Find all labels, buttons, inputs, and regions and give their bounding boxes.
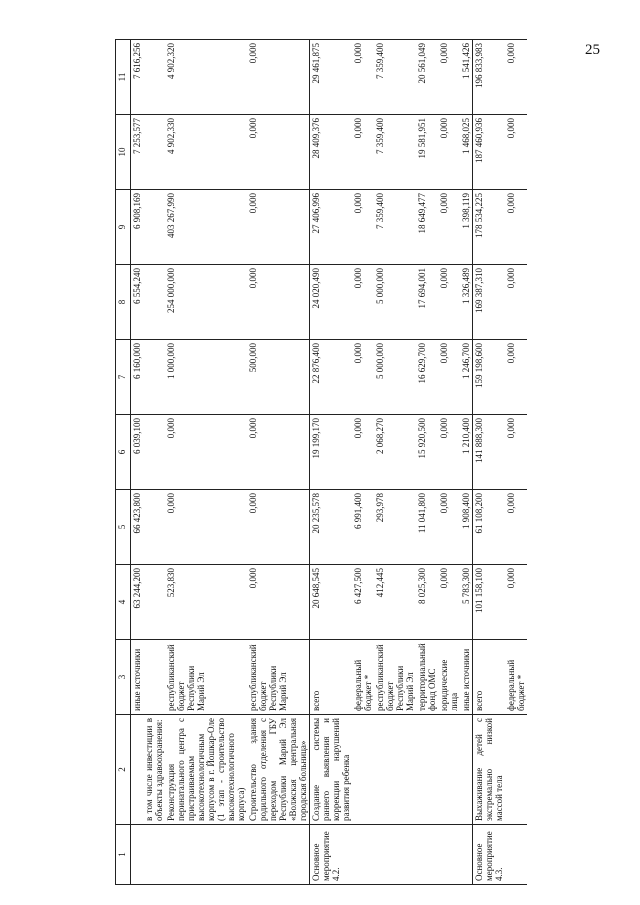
source-cell: федеральный бюджет * — [505, 640, 527, 715]
value-cell: 0,000 — [247, 40, 310, 115]
value-cell: 1 908,400 — [460, 490, 473, 565]
value-cell — [143, 415, 165, 490]
value-cell: 196 833,983 — [473, 40, 506, 115]
col-header: 10 — [116, 115, 131, 190]
value-cell: 0,000 — [352, 265, 374, 340]
value-cell: 169 387,310 — [473, 265, 506, 340]
rotated-table-container — [115, 40, 615, 885]
col-header: 2 — [116, 715, 131, 825]
value-cell: 19 199,170 — [310, 415, 353, 490]
table-body — [131, 40, 528, 885]
value-cell: 0,000 — [438, 265, 460, 340]
source-cell — [143, 640, 165, 715]
source-cell: республиканский бюджет Республики Марий Эл — [247, 640, 310, 715]
value-cell: 11 041,800 — [416, 490, 438, 565]
table-row — [460, 40, 473, 885]
col-header: 11 — [116, 40, 131, 115]
value-cell: 4 902,320 — [165, 40, 247, 115]
value-cell: 0,000 — [352, 340, 374, 415]
value-cell: 20 235,578 — [310, 490, 353, 565]
value-cell: 1 210,400 — [460, 415, 473, 490]
value-cell — [143, 490, 165, 565]
value-cell: 22 876,400 — [310, 340, 353, 415]
budget-table — [115, 39, 527, 885]
activity-cell — [247, 825, 310, 885]
name-cell — [416, 715, 438, 825]
value-cell — [143, 340, 165, 415]
name-cell: Выхаживание детей с экстремально низкой массой тела — [473, 715, 506, 825]
value-cell: 0,000 — [505, 115, 527, 190]
value-cell: 1 398,119 — [460, 190, 473, 265]
table-row — [505, 40, 527, 885]
name-cell: Строительство здания родильного отделения с переходом ГБУ Республики Марий Эл «Волжская центральная городская больница» — [247, 715, 310, 825]
value-cell: 18 649,477 — [416, 190, 438, 265]
value-cell: 178 534,225 — [473, 190, 506, 265]
value-cell: 0,000 — [438, 115, 460, 190]
value-cell: 5 000,000 — [374, 265, 416, 340]
col-header: 3 — [116, 640, 131, 715]
value-cell: 0,000 — [247, 115, 310, 190]
value-cell: 5 000,000 — [374, 340, 416, 415]
activity-cell — [460, 825, 473, 885]
activity-cell — [438, 825, 460, 885]
table-row — [416, 40, 438, 885]
value-cell: 101 158,100 — [473, 565, 506, 640]
value-cell: 0,000 — [505, 265, 527, 340]
value-cell: 0,000 — [438, 415, 460, 490]
value-cell: 7 253,577 — [131, 115, 144, 190]
value-cell — [143, 115, 165, 190]
value-cell: 27 406,996 — [310, 190, 353, 265]
value-cell: 7 359,400 — [374, 115, 416, 190]
name-cell — [438, 715, 460, 825]
value-cell: 28 409,376 — [310, 115, 353, 190]
value-cell: 1 326,489 — [460, 265, 473, 340]
source-cell: республиканский бюджет Республики Марий Эл — [374, 640, 416, 715]
table-row — [310, 40, 353, 885]
source-cell: всего — [310, 640, 353, 715]
value-cell: 0,000 — [505, 40, 527, 115]
name-cell — [374, 715, 416, 825]
value-cell: 293,978 — [374, 490, 416, 565]
value-cell: 0,000 — [165, 490, 247, 565]
value-cell: 6 991,400 — [352, 490, 374, 565]
table-row — [438, 40, 460, 885]
col-header: 1 — [116, 825, 131, 885]
value-cell: 63 244,200 — [131, 565, 144, 640]
value-cell: 0,000 — [352, 115, 374, 190]
value-cell: 7 359,400 — [374, 40, 416, 115]
table-row — [374, 40, 416, 885]
value-cell: 141 888,300 — [473, 415, 506, 490]
value-cell — [143, 265, 165, 340]
value-cell: 403 267,990 — [165, 190, 247, 265]
activity-cell — [416, 825, 438, 885]
col-header: 9 — [116, 190, 131, 265]
value-cell: 0,000 — [505, 415, 527, 490]
value-cell: 254 000,000 — [165, 265, 247, 340]
col-header: 6 — [116, 415, 131, 490]
source-cell: республиканский бюджет Республики Марий Эл — [165, 640, 247, 715]
value-cell: 15 920,500 — [416, 415, 438, 490]
value-cell: 0,000 — [352, 40, 374, 115]
value-cell: 1 468,025 — [460, 115, 473, 190]
table-row — [165, 40, 247, 885]
value-cell: 0,000 — [352, 190, 374, 265]
value-cell: 16 629,700 — [416, 340, 438, 415]
value-cell: 0,000 — [247, 565, 310, 640]
name-cell — [352, 715, 374, 825]
value-cell: 0,000 — [438, 190, 460, 265]
value-cell: 20 561,049 — [416, 40, 438, 115]
source-cell: всего — [473, 640, 506, 715]
value-cell: 5 783,300 — [460, 565, 473, 640]
activity-cell — [165, 825, 247, 885]
col-header: 4 — [116, 565, 131, 640]
value-cell: 6 908,169 — [131, 190, 144, 265]
value-cell: 1 000,000 — [165, 340, 247, 415]
source-cell: юридические лица — [438, 640, 460, 715]
activity-cell: Основное мероприятие 4.3. — [473, 825, 506, 885]
source-cell: территориальный фонд ОМС — [416, 640, 438, 715]
value-cell — [143, 565, 165, 640]
table-row — [473, 40, 506, 885]
name-cell — [460, 715, 473, 825]
value-cell: 0,000 — [438, 565, 460, 640]
value-cell: 0,000 — [505, 190, 527, 265]
name-cell: Реконструкция перинатального центра с пристраиваемым высокотехнологичным корпусом в г. Йошкар-Оле (1 этап - строительство высокотехнологичного корпуса) — [165, 715, 247, 825]
value-cell: 19 581,951 — [416, 115, 438, 190]
activity-cell — [143, 825, 165, 885]
value-cell: 7 359,400 — [374, 190, 416, 265]
value-cell: 0,000 — [165, 415, 247, 490]
value-cell: 1 541,426 — [460, 40, 473, 115]
table-row — [131, 40, 144, 885]
value-cell: 0,000 — [247, 415, 310, 490]
source-cell: федеральный бюджет * — [352, 640, 374, 715]
value-cell: 2 068,270 — [374, 415, 416, 490]
value-cell — [143, 190, 165, 265]
value-cell: 187 460,936 — [473, 115, 506, 190]
name-cell: в том числе инвестиции в объекты здравоохранения: — [143, 715, 165, 825]
source-cell: иные источники — [131, 640, 144, 715]
table-row — [143, 40, 165, 885]
value-cell: 20 648,545 — [310, 565, 353, 640]
col-header: 8 — [116, 265, 131, 340]
activity-cell — [374, 825, 416, 885]
activity-cell — [131, 825, 144, 885]
value-cell: 6 160,000 — [131, 340, 144, 415]
value-cell: 1 246,700 — [460, 340, 473, 415]
col-header: 5 — [116, 490, 131, 565]
value-cell: 6 039,100 — [131, 415, 144, 490]
value-cell: 0,000 — [438, 40, 460, 115]
value-cell: 500,000 — [247, 340, 310, 415]
value-cell: 0,000 — [505, 340, 527, 415]
value-cell: 0,000 — [438, 490, 460, 565]
value-cell: 0,000 — [438, 340, 460, 415]
value-cell: 523,830 — [165, 565, 247, 640]
value-cell: 17 694,001 — [416, 265, 438, 340]
value-cell: 8 025,300 — [416, 565, 438, 640]
value-cell: 4 902,330 — [165, 115, 247, 190]
value-cell: 0,000 — [352, 415, 374, 490]
value-cell: 66 423,800 — [131, 490, 144, 565]
activity-cell: Основное мероприятие 4.2. — [310, 825, 353, 885]
col-header: 7 — [116, 340, 131, 415]
header-row — [116, 40, 131, 885]
name-cell — [505, 715, 527, 825]
value-cell — [143, 40, 165, 115]
value-cell: 0,000 — [247, 265, 310, 340]
name-cell — [131, 715, 144, 825]
page-number: 25 — [585, 42, 600, 58]
activity-cell — [352, 825, 374, 885]
value-cell: 29 461,875 — [310, 40, 353, 115]
source-cell: иные источники — [460, 640, 473, 715]
value-cell: 0,000 — [247, 190, 310, 265]
name-cell: Создание системы раннего выявления и коррекции нарушений развития ребенка — [310, 715, 353, 825]
table-row — [352, 40, 374, 885]
value-cell: 7 616,256 — [131, 40, 144, 115]
value-cell: 412,445 — [374, 565, 416, 640]
value-cell: 61 108,200 — [473, 490, 506, 565]
value-cell: 6 427,500 — [352, 565, 374, 640]
value-cell: 0,000 — [505, 565, 527, 640]
activity-cell — [505, 825, 527, 885]
value-cell: 0,000 — [247, 490, 310, 565]
value-cell: 159 198,600 — [473, 340, 506, 415]
value-cell: 6 554,240 — [131, 265, 144, 340]
table-row — [247, 40, 310, 885]
value-cell: 24 020,490 — [310, 265, 353, 340]
value-cell: 0,000 — [505, 490, 527, 565]
